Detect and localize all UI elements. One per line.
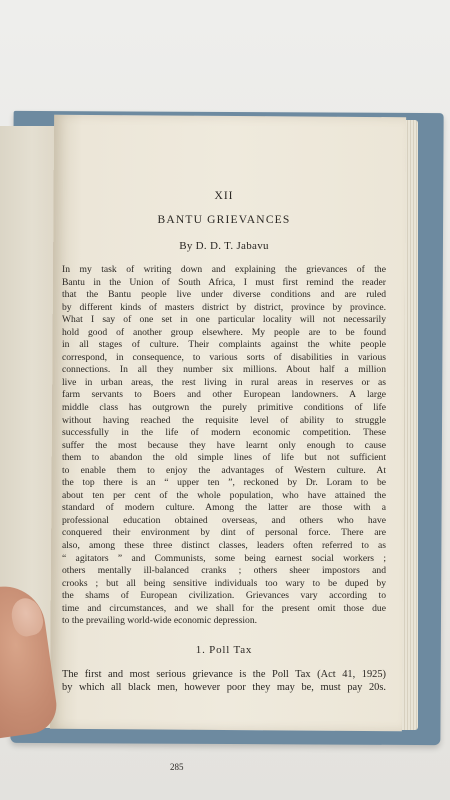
body-line: them to abandon the old simple lines of life but not sufficient: [62, 452, 386, 464]
body-line: In my task of writing down and explaining the grievances of the: [62, 264, 386, 275]
body-line: the shams of European civilization. Grievances vary according to: [62, 590, 386, 602]
body-line: successfully in the life of modern economic competition. These: [62, 427, 386, 439]
body-line: also, among these three distinct classes, leaders often referred to as: [62, 540, 386, 552]
body-line: to the prevailing world-wide economic depression.: [62, 615, 258, 627]
section-heading: 1. Poll Tax: [195, 643, 253, 656]
body-paragraph: [62, 264, 386, 628]
body-line: that the Bantu people live under diverse conditions and are ruled: [62, 289, 386, 301]
body-line: time and circumstances, and we shall for the present omit those due: [62, 602, 386, 614]
section-paragraph: [62, 668, 386, 694]
body-line: by different kinds of masters district by district, province by province.: [62, 301, 386, 313]
body-line: professional education obtained overseas, and others who have: [62, 514, 386, 526]
page-number: 285: [170, 762, 184, 772]
body-line: to enable them to enjoy the advantages of Western culture. At: [62, 464, 386, 476]
body-line: hold good of another group elsewhere. My people are to be found: [62, 326, 386, 338]
section-line: The first and most serious grievance is the Poll Tax (Act 41, 1925): [62, 668, 386, 680]
chapter-number: XII: [214, 190, 234, 202]
body-line: correspond, in consequence, to various sorts of disabilities in various: [62, 351, 386, 363]
chapter-title: BANTU GRIEVANCES: [157, 214, 291, 226]
body-line: the top there is an “ upper ten ”, reckoned by Dr. Loram to be: [62, 477, 386, 489]
body-line: crooks ; but all being sensitive individuals too wary to be duped by: [62, 577, 386, 589]
body-line: in all stages of culture. Their complaints against the white people: [62, 339, 386, 351]
body-line: about ten per cent of the whole population, who have attained the: [62, 489, 386, 501]
body-line: connections. In all they number six millions. About half a million: [62, 364, 386, 376]
body-line: “ agitators ” and Communists, some being earnest social workers ;: [62, 552, 386, 564]
page-content: [62, 190, 386, 694]
body-line: live in urban areas, the rest living in rural areas in reserves or as: [62, 376, 386, 388]
body-line: What I say of one set in one particular locality will not necessarily: [62, 314, 386, 326]
body-line: standard of modern culture. Among the latter are those with a: [62, 502, 386, 514]
body-line: middle class has outgrown the purely primitive conditions of life: [62, 402, 386, 414]
body-line: without having reached the requisite level of ability to struggle: [62, 414, 386, 426]
byline: By D. D. T. Jabavu: [179, 240, 269, 252]
section-line: by which all black men, however poor they may be, must pay 20s.: [62, 682, 386, 694]
body-line: Bantu in the Union of South Africa, I must first remind the reader: [62, 276, 386, 288]
body-line: suffer the most because they have learnt only enough to cause: [62, 439, 386, 451]
body-line: farm servants to Boers and other European landowners. A large: [62, 389, 386, 401]
body-line: others mentally ill-balanced cranks ; others sheer impostors and: [62, 565, 386, 577]
body-line: conquered their environment by dint of personal force. There are: [62, 527, 386, 539]
